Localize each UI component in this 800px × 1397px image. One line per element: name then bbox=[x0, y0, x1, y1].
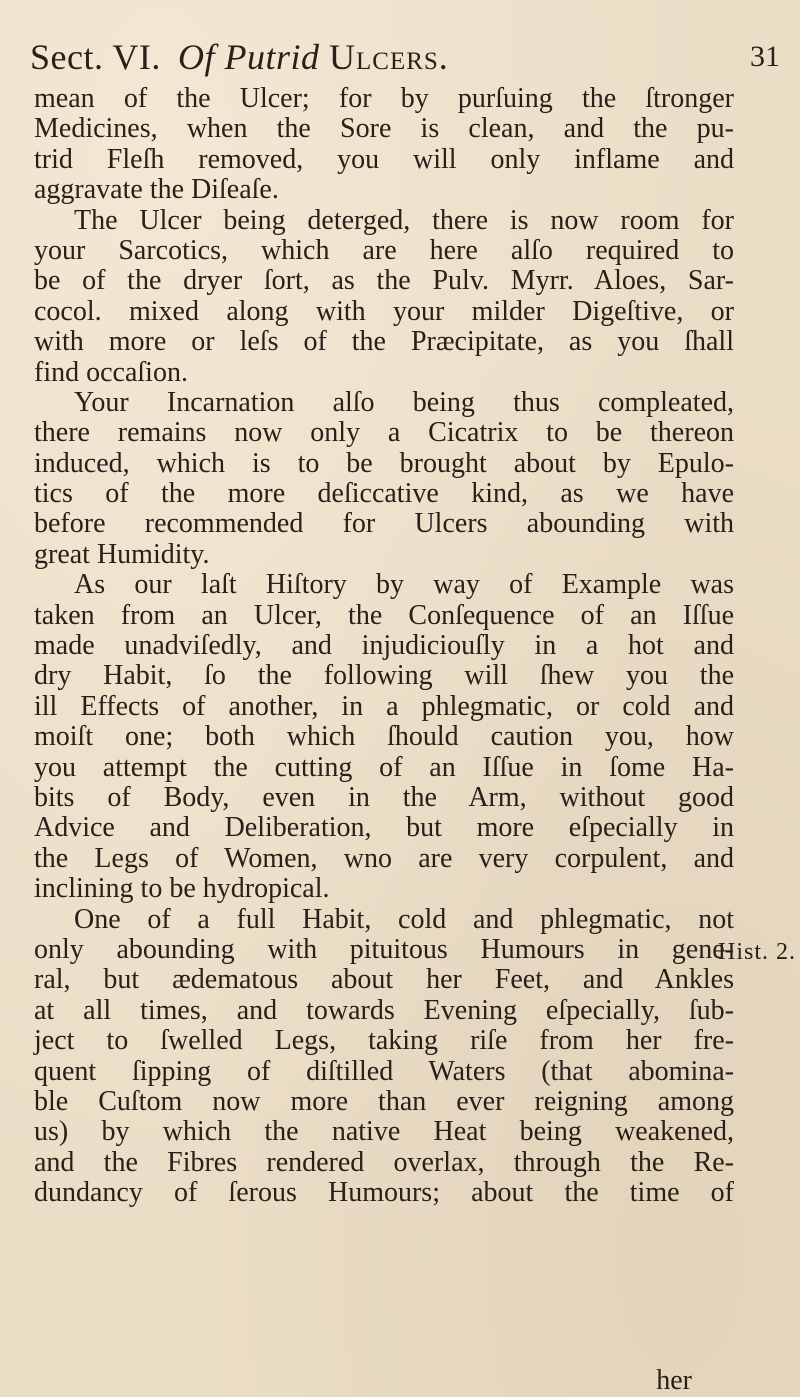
text-line: at all times, and towards Evening eſpecially, ſub- bbox=[34, 994, 734, 1026]
margin-note: Hist. 2. bbox=[718, 939, 797, 965]
text-line: aggravate the Diſeaſe. bbox=[34, 174, 279, 206]
text-line: great Humidity. bbox=[34, 538, 210, 570]
running-title-caps: Ulcers. bbox=[329, 37, 449, 77]
text-line: inclining to be hydropical. bbox=[34, 873, 330, 905]
text-line: bits of Body, even in the Arm, without good bbox=[34, 781, 734, 813]
text-line: your Sarcotics, which are here alſo required to bbox=[34, 234, 734, 266]
text-line: ill Effects of another, in a phlegmatic, or cold and bbox=[34, 690, 734, 722]
text-line: induced, which is to be brought about by Epulo- bbox=[34, 447, 734, 479]
text-line: made unadviſedly, and injudiciouſly in a hot and bbox=[34, 630, 734, 662]
page-number: 31 bbox=[750, 40, 780, 73]
text-line: ral, but ædematous about her Feet, and Ankles bbox=[34, 964, 734, 996]
text-line: Advice and Deliberation, but more eſpecially in bbox=[34, 812, 734, 844]
text-line: The Ulcer being deterged, there is now room for bbox=[74, 204, 734, 236]
text-line: As our laſt Hiſtory by way of Example was bbox=[74, 569, 734, 601]
text-line: the Legs of Women, wno are very corpulent, and bbox=[34, 842, 734, 874]
text-line: there remains now only a Cicatrix to be thereon bbox=[34, 417, 734, 449]
text-line: taken from an Ulcer, the Conſequence of an Iſſue bbox=[34, 599, 734, 631]
text-line: moiſt one; both which ſhould caution you, how bbox=[34, 721, 734, 753]
text-line: and the Fibres rendered overlax, through the Re- bbox=[34, 1146, 734, 1178]
text-line: trid Fleſh removed, you will only inflame and bbox=[34, 143, 734, 175]
running-header bbox=[30, 36, 780, 82]
text-line: Your Incarnation alſo being thus compleated, bbox=[74, 386, 734, 418]
running-title-prefix: Of Putrid bbox=[178, 37, 320, 77]
text-line: find occaſion. bbox=[34, 356, 188, 388]
text-line: Medicines, when the Sore is clean, and the pu- bbox=[34, 113, 734, 145]
text-line: only abounding with pituitous Humours in gene- bbox=[34, 933, 734, 965]
text-line: ject to ſwelled Legs, taking riſe from her fre- bbox=[34, 1025, 734, 1057]
text-line: dundancy of ſerous Humours; about the time of bbox=[34, 1177, 734, 1209]
text-line: with more or leſs of the Præcipitate, as you ſhall bbox=[34, 326, 734, 358]
text-line: us) by which the native Heat being weakened, bbox=[34, 1116, 734, 1148]
catchword: her bbox=[656, 1365, 692, 1396]
text-line: cocol. mixed along with your milder Digeſtive, or bbox=[34, 295, 734, 327]
section-label: Sect. VI. bbox=[30, 37, 161, 77]
body-text bbox=[34, 84, 734, 1208]
text-line: One of a full Habit, cold and phlegmatic, not bbox=[74, 903, 734, 935]
text-line: tics of the more deſiccative kind, as we have bbox=[34, 478, 734, 510]
text-line: quent ſipping of diſtilled Waters (that abomina- bbox=[34, 1055, 734, 1087]
text-line: before recommended for Ulcers abounding with bbox=[34, 508, 734, 540]
text-line: ble Cuſtom now more than ever reigning among bbox=[34, 1085, 734, 1117]
running-title bbox=[178, 36, 449, 78]
text-line: dry Habit, ſo the following will ſhew you the bbox=[34, 660, 734, 692]
text-line: mean of the Ulcer; for by purſuing the ſtronger bbox=[34, 83, 734, 114]
text-line: be of the dryer ſort, as the Pulv. Myrr. Aloes, Sar- bbox=[34, 265, 734, 297]
text-line: you attempt the cutting of an Iſſue in ſome Ha- bbox=[34, 751, 734, 783]
